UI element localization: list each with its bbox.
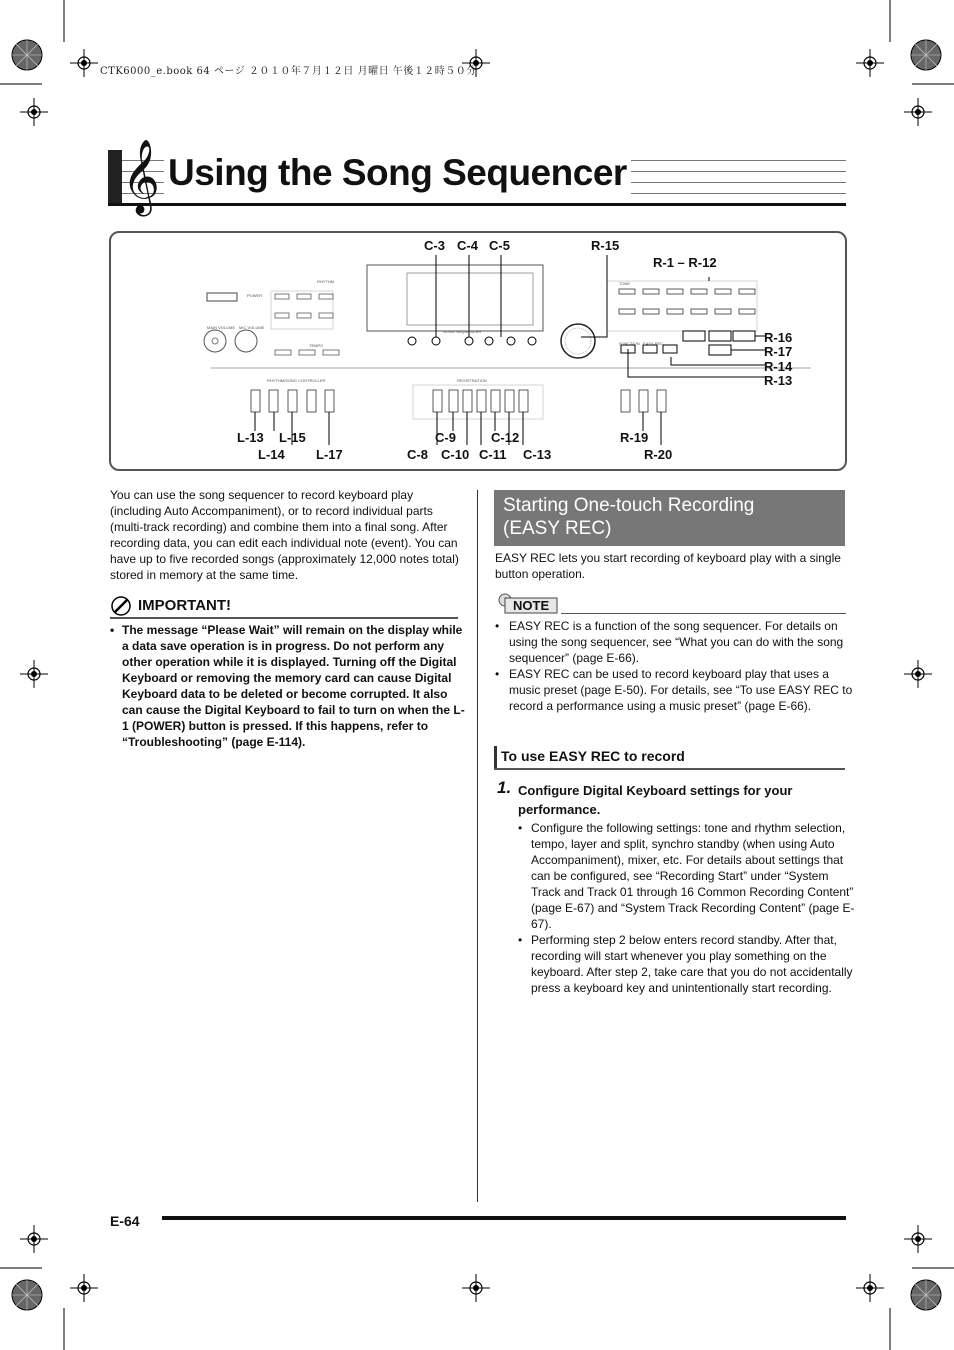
mic-volume-label: MIC VOLUME [239,325,265,330]
callout-c3: C-3 [424,238,445,253]
page-title: Using the Song Sequencer [164,152,631,194]
callout-c9: C-9 [435,430,456,445]
callout-c13: C-13 [523,447,552,462]
section-title-line2: (EASY REC) [503,518,612,539]
section-title-line1: Starting One-touch Recording [503,495,755,516]
note-item-text: EASY REC is a function of the song sequencer. For details on using the song sequencer, see “What you can do with the song sequencer” (page E-66). [509,619,844,665]
panel-illustration [111,233,845,469]
important-bullet-text: The message “Please Wait” will remain on the display while a data save operation is in progress. Do not perform any other operation while it is displayed. Turning off the Digital Keyboard or removing the memory card can cause Digital Keyboard data to be deleted or become corrupted. It also can cause the Digital Keyboard to fail to turn on when the L-1 (POWER) button is pressed. If this happens, refer to “Troubleshooting” (page E-114). [122,623,465,749]
page-title-banner [108,140,846,214]
step-text: Configure Digital Keyboard settings for your performance. [518,783,793,817]
callout-r14: R-14 [764,359,793,374]
treble-clef-icon: 𝄞 [122,140,160,214]
note-item-text: EASY REC can be used to record keyboard play that uses a music preset (page E-50). For details, see “To use EASY REC to record a performance using a music preset” (page E-66). [509,667,853,713]
easy-rec-label: EASY REC [643,341,664,346]
control-panel-diagram [109,231,847,471]
note-label: NOTE [513,598,550,613]
pencil-warning-icon [110,595,134,617]
section-heading-easy-rec [494,490,845,546]
note-item: • EASY REC is a function of the song sequencer. For details on using the song sequencer, see “What you can do with the song sequencer” (page E-66). [495,619,844,665]
callout-l13: L-13 [237,430,264,445]
important-label: IMPORTANT! [138,597,232,614]
easy-rec-intro: EASY REC lets you start recording of keyboard play with a single button operation. [495,551,841,581]
callout-c8: C-8 [407,447,428,462]
column-divider [477,490,478,1202]
callout-l15: L-15 [279,430,306,445]
song-sequencer-label: SONG SEQUENCER [443,329,482,334]
callout-l17: L-17 [316,447,343,462]
note-item: • EASY REC can be used to record keyboard play that uses a music preset (page E-50). For details, see “To use EASY REC to record a performance using a music preset” (page E-66). [495,667,853,713]
callout-r15: R-15 [591,238,620,253]
callout-c10: C-10 [441,447,470,462]
important-heading [110,595,460,619]
note-heading [495,592,846,616]
step-number: 1. [497,778,512,797]
power-label: POWER [247,293,263,298]
step-bullet-text: Performing step 2 below enters record standby. After that, recording will start whenever you play something on the keyboard. After step 2, take care that you do not accidentally press a keyboard key and unintentionally start recording. [531,933,853,995]
tone-label: TONE [619,281,631,286]
function-label: FUNCTION [619,341,640,346]
registration-label: REGISTRATION [457,378,487,383]
subheading-text: To use EASY REC to record [501,748,685,764]
callout-r16: R-16 [764,330,793,345]
callout-r13: R-13 [764,373,793,388]
tempo-label: TEMPO [309,343,324,348]
step-bullet: • Performing step 2 below enters record standby. After that, recording will start whenever you play something on the keyboard. After step 2, take care that you do not accidentally press a keyboard key and unintentionally start recording. [518,933,853,995]
callout-r1-r12: R-1 – R-12 [653,255,717,270]
callout-c4: C-4 [457,238,478,253]
print-header-line: CTK6000_e.book 64 ページ ２０１０年７月１２日 月曜日 午後１２時５０分 [100,66,477,77]
important-bullet: • The message “Please Wait” will remain on the display while a data save operation is in progress. Do not perform any other operation while it is displayed. Turning off the Digital Keyboard or removing the memory card can cause Digital Keyboard data to be deleted or become corrupted. It also can cause the Digital Keyboard to fail to turn on when the L-1 (POWER) button is pressed. If this happens, refer to “Troubleshooting” (page E-114). [110,623,465,749]
callout-r20: R-20 [644,447,673,462]
callout-r19: R-19 [620,430,649,445]
callout-c5: C-5 [489,238,510,253]
callout-c11: C-11 [479,447,507,462]
rhythm-song-controller-label: RHYTHM/SONG CONTROLLER [267,378,326,383]
step-bullet-text: Configure the following settings: tone and rhythm selection, tempo, layer and split, synchro standby (when using Auto Accompaniment), mixer, etc. For details about settings that can be configured, see “Recording Start” under “System Track and Track 01 through 16 Common Recording Content” (page E-67) and “System Track Recording Content” (page E-67). [531,821,855,931]
rhythm-label: RHYTHM [317,279,335,284]
callout-c12: C-12 [491,430,520,445]
callout-r17: R-17 [764,344,793,359]
page-number: E-64 [110,1213,140,1229]
footer-rule [162,1216,846,1220]
subheading-easy-rec [494,746,845,770]
callout-l14: L-14 [258,447,285,462]
main-volume-label: MAIN VOLUME [207,325,236,330]
step-bullet: • Configure the following settings: tone and rhythm selection, tempo, layer and split, synchro standby (when using Auto Accompaniment), mixer, etc. For details about settings that can be configured, see “Recording Start” under “System Track and Track 01 through 16 Common Recording Content” (page E-67) and “System Track Recording Content” (page E-67). [518,821,855,931]
intro-paragraph: You can use the song sequencer to record keyboard play (including Auto Accompaniment), or to record individual parts (multi-track recording) and combine them into a final song. After recording data, you can edit each individual note (event). You can have up to five recorded songs (approximately 12,000 notes total) stored in memory at the same time. [110,488,459,582]
